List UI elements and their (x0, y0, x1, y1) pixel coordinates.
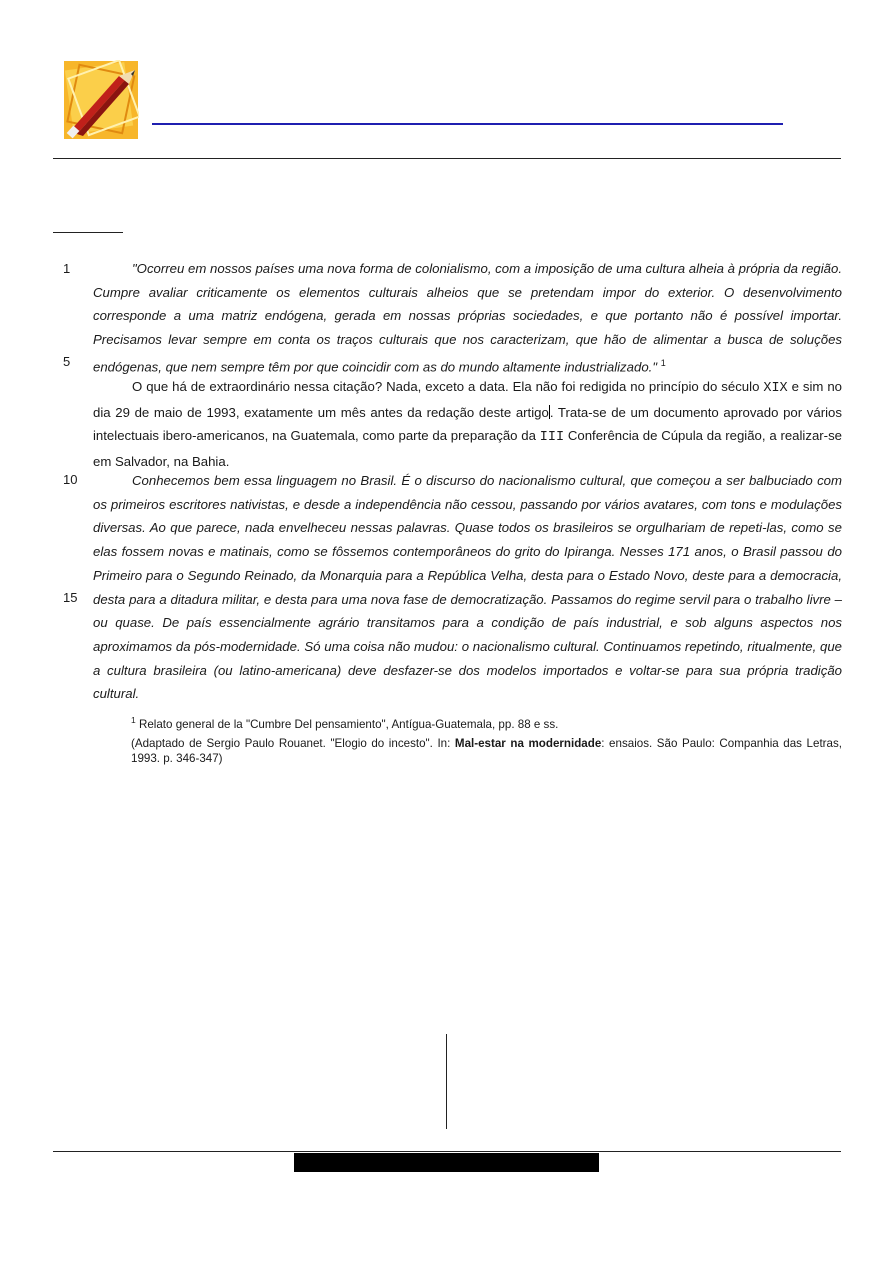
quote-footnote-ref: 1 (660, 357, 666, 368)
footnote (131, 713, 558, 732)
line-number-10: 10 (63, 472, 78, 487)
roman-numeral-xix: XIX (763, 381, 788, 396)
footnote-text: Relato general de la "Cumbre Del pensamiento", Antígua-Guatemala, pp. 88 e ss. (135, 717, 559, 731)
commentary-text-b: e sim no dia 29 de maio de 1993, exatamente um mês antes da redação deste artigo (93, 379, 842, 420)
source-post: : ensaios. São Paulo: Companhia das Letras, 1993. p. 346-347) (131, 737, 842, 765)
commentary-text-c: . Trata-se de um documento aprovado por vários intelectuais ibero-americanos, na Guatemala, como parte da preparação da (93, 404, 842, 444)
vertical-divider (446, 1034, 447, 1129)
footer-divider (53, 1151, 841, 1152)
source-citation (131, 737, 842, 766)
header-divider (53, 158, 841, 159)
roman-numeral-iii: III (539, 430, 565, 446)
header-blue-rule (152, 123, 783, 125)
footnote-number: 1 (131, 715, 136, 725)
quote-text: "Ocorreu em nossos países uma nova forma de colonialismo, com a imposição de uma cultura alheia à própria da região. Cumpre avaliar criticamente os elementos culturais alheios que se pretendam impor do exterior. O desenvolvimento corresponde a uma matriz endógena, gerada em nossas próprias sociedades, e que portanto não é possível importar. Precisamos levar sempre em conta os traços culturais que nos caracterizam, que hão de alimentar a busca de soluções endógenas, que nem sempre têm por que coincidir com as do mundo altamente industrializado." (93, 261, 842, 375)
pencil-logo-icon (63, 60, 139, 140)
source-pre: (Adaptado de Sergio Paulo Rouanet. "Elogio do incesto". In: (131, 737, 455, 750)
line-number-15: 15 (63, 590, 78, 605)
footer-black-bar (294, 1153, 599, 1172)
discussion-paragraph: Conhecemos bem essa linguagem no Brasil. É o discurso do nacionalismo cultural, que começou a ser balbuciado com os primeiros escritores nativistas, e desde a independência não cessou, passando por vários avatares, com tons e modulações diversas. Ao que parece, nada envelheceu nessas palavras. Quase todos os brasileiros se orgulhariam de repeti-las, como se elas fossem novas e matinais, como se fôssemos contemporâneos do grito do Ipiranga. Nesses 171 anos, o Brasil passou do Primeiro para o Segundo Reinado, da Monarquia para a República Velha, desta para o Estado Novo, deste para a democracia, desta para a ditadura militar, e desta para uma nova fase de democratização. Passamos do regime servil para o trabalho livre – ou quase. De país essencialmente agrário transitamos para a condição de país industrial, e sob alguns aspectos nos aproximamos da pós-modernidade. Só uma coisa não mudou: o nacionalismo cultural. Continuamos repetindo, ritualmente, que a cultura brasileira (ou latino-americana) deve desfazer-se dos modelos importados e voltar-se para sua própria tradição cultural. (93, 473, 842, 702)
quote-paragraph (93, 257, 842, 379)
short-divider (53, 232, 123, 233)
commentary-text-d: Conferência de Cúpula da região, a realizar-se em Salvador, na Bahia. (93, 428, 842, 470)
commentary-text-a: O que há de extraordinário nessa citação? Nada, exceto a data. Ela não foi redigida no princípio do século (132, 379, 764, 394)
line-number-1: 1 (63, 261, 71, 276)
line-number-5: 5 (63, 354, 71, 369)
source-book-title: Mal-estar na modernidade (454, 737, 602, 750)
commentary-paragraph (93, 375, 842, 474)
